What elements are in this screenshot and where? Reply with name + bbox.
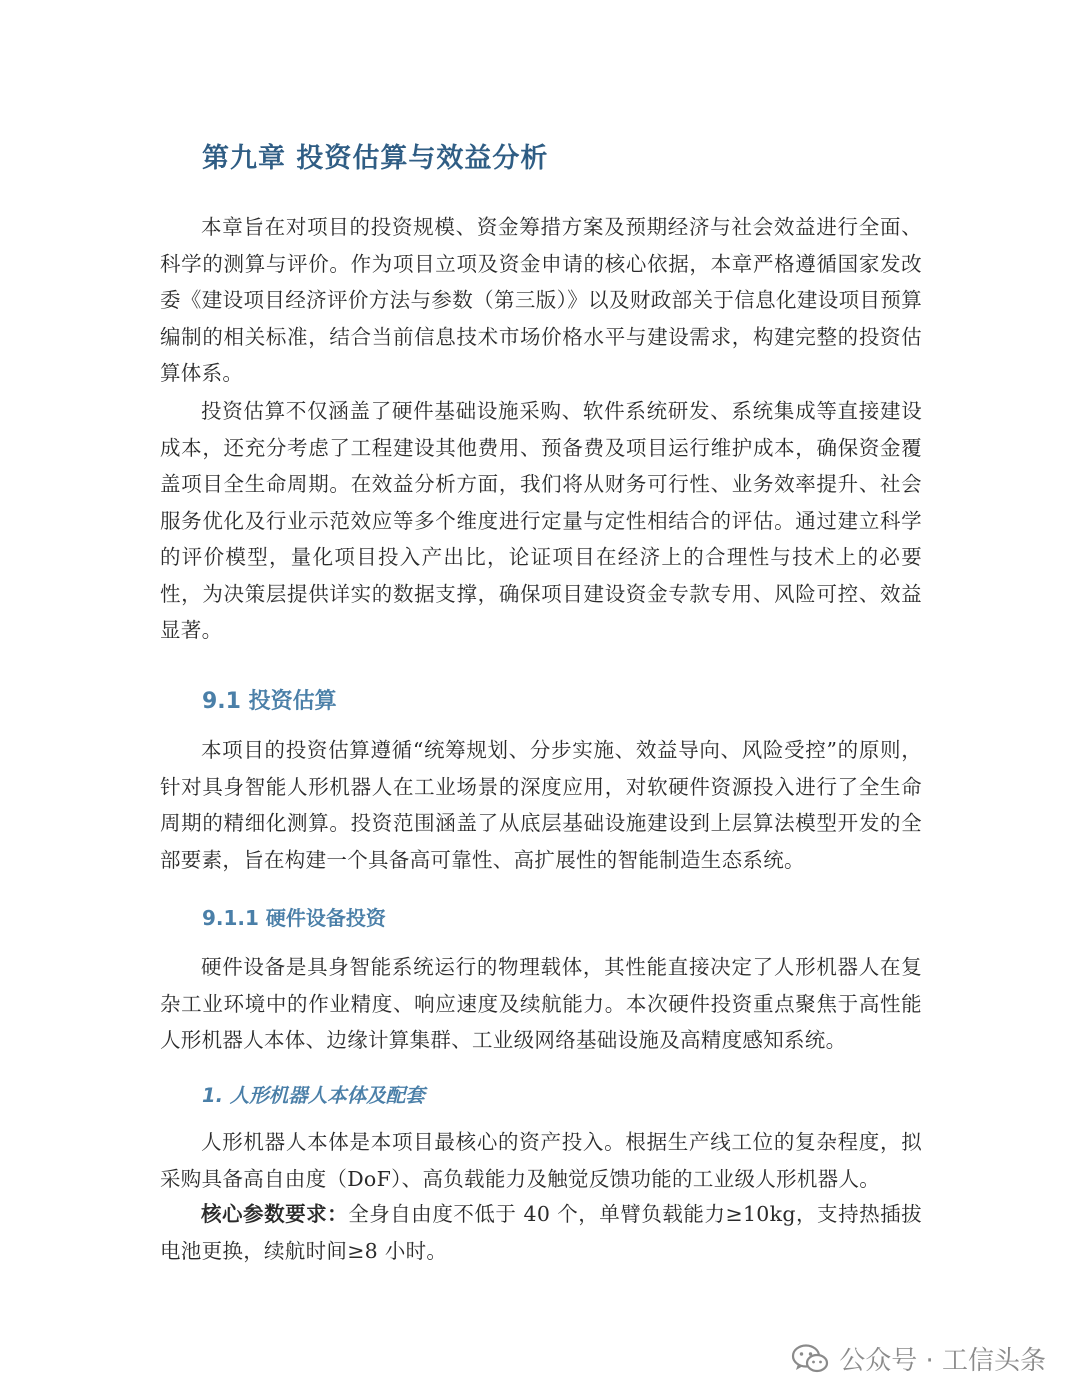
item-1-paragraph: 人形机器人本体是本项目最核心的资产投入。根据生产线工位的复杂程度，拟采购具备高自由度（DoF）、高负载能力及触觉反馈功能的工业级人形机器人。 bbox=[160, 1130, 922, 1191]
core-params-paragraph bbox=[160, 1196, 922, 1269]
watermark-text: 公众号 · 工信头条 bbox=[839, 1346, 1046, 1376]
intro-paragraph-2: 投资估算不仅涵盖了硬件基础设施采购、软件系统研发、系统集成等直接建设成本，还充分考虑了工程建设其他费用、预备费及项目运行维护成本，确保资金覆盖项目全生命周期。在效益分析方面，我们将从财务可行性、业务效率提升、社会服务优化及行业示范效应等多个维度进行定量与定性相结合的评估。通过建立科学的评价模型，量化项目投入产出比，论证项目在经济上的合理性与技术上的必要性，为决策层提供详实的数据支撑，确保项目建设资金专款专用、风险可控、效益显著。 bbox=[160, 399, 922, 642]
core-params-label: 核心参数要求： bbox=[201, 1202, 349, 1226]
section-9-1-1-paragraph: 硬件设备是具身智能系统运行的物理载体，其性能直接决定了人形机器人在复杂工业环境中的作业精度、响应速度及续航能力。本次硬件投资重点聚焦于高性能人形机器人本体、边缘计算集群、工业级网络基础设施及高精度感知系统。 bbox=[160, 955, 922, 1052]
section-heading-9-1-1: 9.1.1 硬件设备投资 bbox=[202, 906, 386, 930]
chapter-title: 第九章 投资估算与效益分析 bbox=[202, 143, 549, 174]
item-1-heading: 1. 人形机器人本体及配套 bbox=[202, 1084, 425, 1107]
section-heading-9-1: 9.1 投资估算 bbox=[202, 689, 337, 714]
wechat-icon bbox=[791, 1344, 829, 1374]
watermark bbox=[791, 1340, 1046, 1377]
section-9-1-paragraph: 本项目的投资估算遵循“统筹规划、分步实施、效益导向、风险受控”的原则，针对具身智能人形机器人在工业场景的深度应用，对软硬件资源投入进行了全生命周期的精细化测算。投资范围涵盖了从底层基础设施建设到上层算法模型开发的全部要素，旨在构建一个具备高可靠性、高扩展性的智能制造生态系统。 bbox=[160, 738, 922, 872]
core-params-text: 全身自由度不低于 40 个，单臂负载能力≥10kg，支持热插拔电池更换，续航时间≥8 小时。 bbox=[160, 1202, 922, 1263]
intro-paragraph-1: 本章旨在对项目的投资规模、资金筹措方案及预期经济与社会效益进行全面、科学的测算与评价。作为项目立项及资金申请的核心依据，本章严格遵循国家发改委《建设项目经济评价方法与参数（第三版）》以及财政部关于信息化建设项目预算编制的相关标准，结合当前信息技术市场价格水平与建设需求，构建完整的投资估算体系。 bbox=[160, 215, 922, 385]
